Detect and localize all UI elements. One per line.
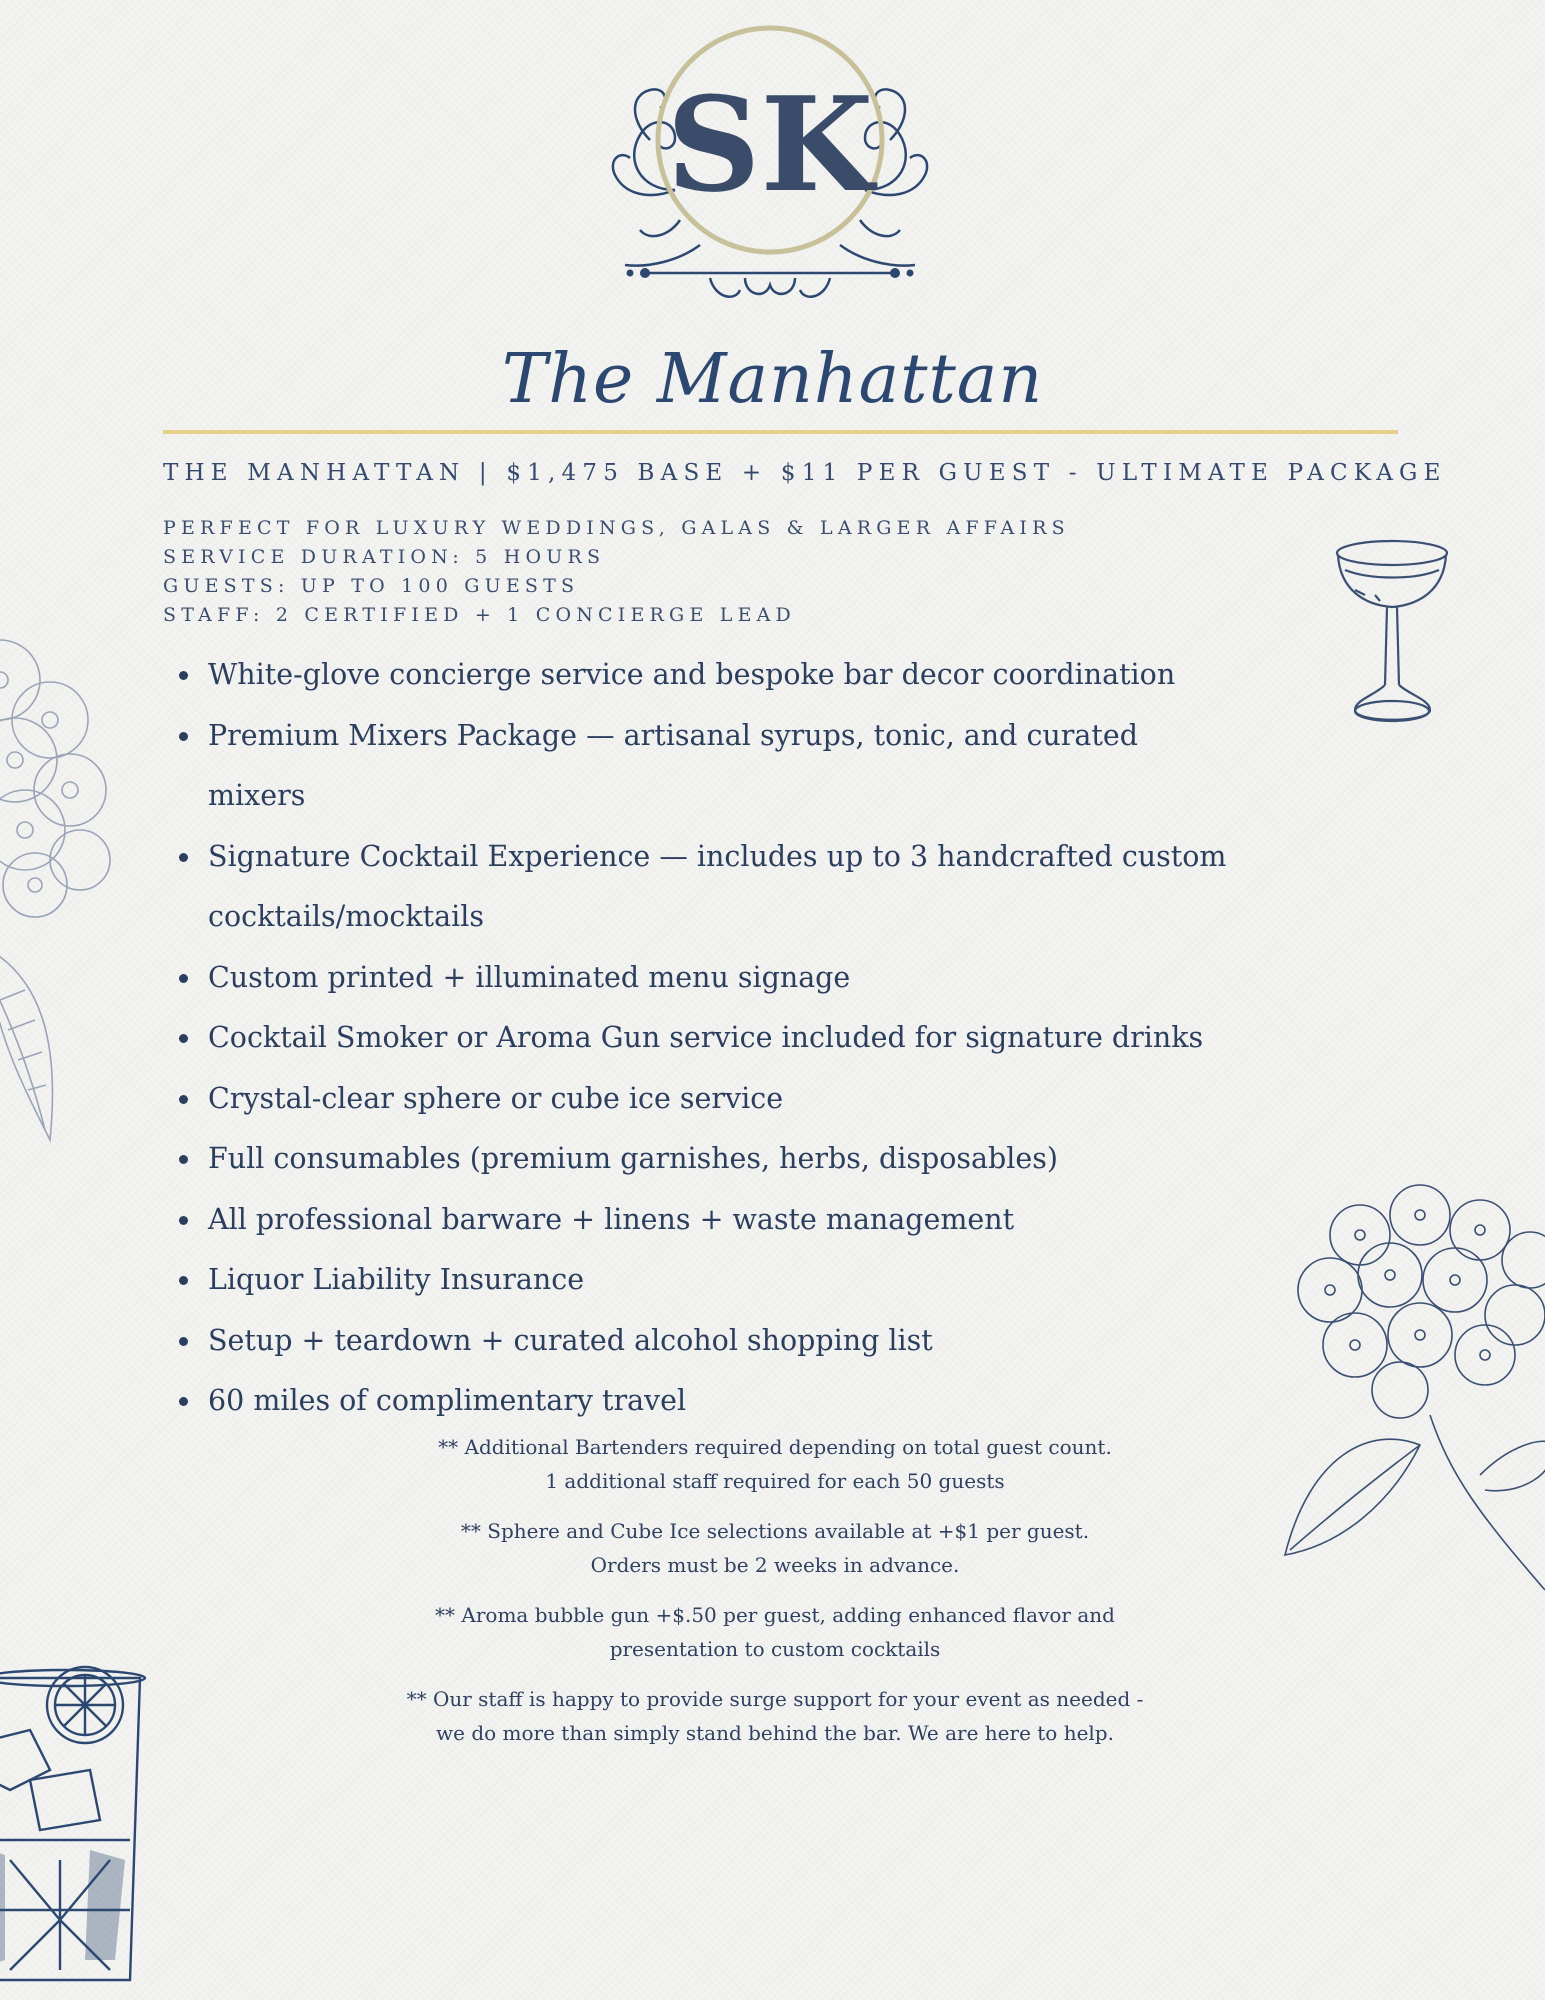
bullet-icon [179,1337,188,1346]
footnote-line: we do more than simply stand behind the bar. We are here to help. [436,1721,1114,1745]
hydrangea-illustration [1280,1175,1545,1595]
feature-item [163,1371,1243,1432]
footnote [350,1682,1200,1750]
footnote [350,1430,1200,1498]
bullet-icon [179,974,188,983]
notes-section [350,1430,1200,1766]
bullet-icon [179,1095,188,1104]
bullet-icon [179,1155,188,1164]
feature-item [163,1311,1243,1372]
footnote-line: ** Sphere and Cube Ice selections available at +$1 per guest. [460,1519,1090,1543]
feature-text: 60 miles of complimentary travel [208,1384,687,1417]
feature-text: cocktails/mocktails [208,900,484,933]
feature-item [163,948,1243,1009]
feature-item [163,1008,1243,1069]
footnote-line: ** Our staff is happy to provide surge support for your event as needed - [406,1687,1144,1711]
feature-text: Cocktail Smoker or Aroma Gun service included for signature drinks [208,1021,1204,1054]
coupe-glass-illustration [1335,535,1460,735]
footnote-line: Orders must be 2 weeks in advance. [590,1553,960,1577]
feature-text: Full consumables (premium garnishes, herbs, disposables) [208,1142,1058,1175]
rocks-glass-illustration [0,1660,170,1990]
feature-list [163,645,1243,1432]
footnote-line: ** Aroma bubble gun +$.50 per guest, adding enhanced flavor and [435,1603,1115,1627]
bullet-icon [179,1276,188,1285]
feature-item [163,1190,1243,1251]
feature-item [163,1250,1243,1311]
package-details [163,514,1263,630]
bullet-icon [179,1216,188,1225]
monogram-text: SK [666,68,874,221]
feature-text: Crystal-clear sphere or cube ice service [208,1081,784,1115]
bullet-icon [179,1397,188,1406]
feature-item [163,1129,1243,1190]
feature-text: Liquor Liability Insurance [208,1263,585,1296]
feature-text: All professional barware + linens + waste management [208,1202,1015,1236]
detail-guests: GUESTS: UP TO 100 GUESTS [163,575,580,597]
feature-text: Signature Cocktail Experience — includes up to 3 handcrafted custom [208,839,1227,873]
detail-occasion: PERFECT FOR LUXURY WEDDINGS, GALAS & LARGER AFFAIRS [163,517,1070,539]
detail-duration: SERVICE DURATION: 5 HOURS [163,546,606,568]
feature-text: Custom printed + illuminated menu signage [208,960,851,994]
footnote-line: presentation to custom cocktails [609,1637,941,1661]
monogram-logo [580,20,960,310]
footnote [350,1514,1200,1582]
footnote-line: ** Additional Bartenders required depending on total guest count. [438,1435,1112,1459]
bullet-icon [179,732,188,741]
feature-text: White-glove concierge service and bespoke bar decor coordination [208,658,1176,691]
footnote [350,1598,1200,1666]
feature-item [163,645,1243,706]
page-title: The Manhattan [501,340,1044,419]
feature-item [163,1069,1243,1130]
gold-divider [163,430,1398,434]
hydrangea-illustration [0,620,160,1150]
footnote-line: 1 additional staff required for each 50 guests [545,1469,1005,1493]
bullet-icon [179,1034,188,1043]
feature-item [163,706,1243,827]
bullet-icon [179,853,188,862]
feature-text: Premium Mixers Package — artisanal syrups, tonic, and curated mixers [208,718,1138,812]
detail-staff: STAFF: 2 CERTIFIED + 1 CONCIERGE LEAD [163,604,796,626]
bullet-icon [179,671,188,680]
package-heading: THE MANHATTAN | $1,475 BASE + $11 PER GUEST - ULTIMATE PACKAGE [163,460,1447,486]
feature-text: Setup + teardown + curated alcohol shopping list [208,1323,933,1357]
feature-item [163,827,1243,948]
